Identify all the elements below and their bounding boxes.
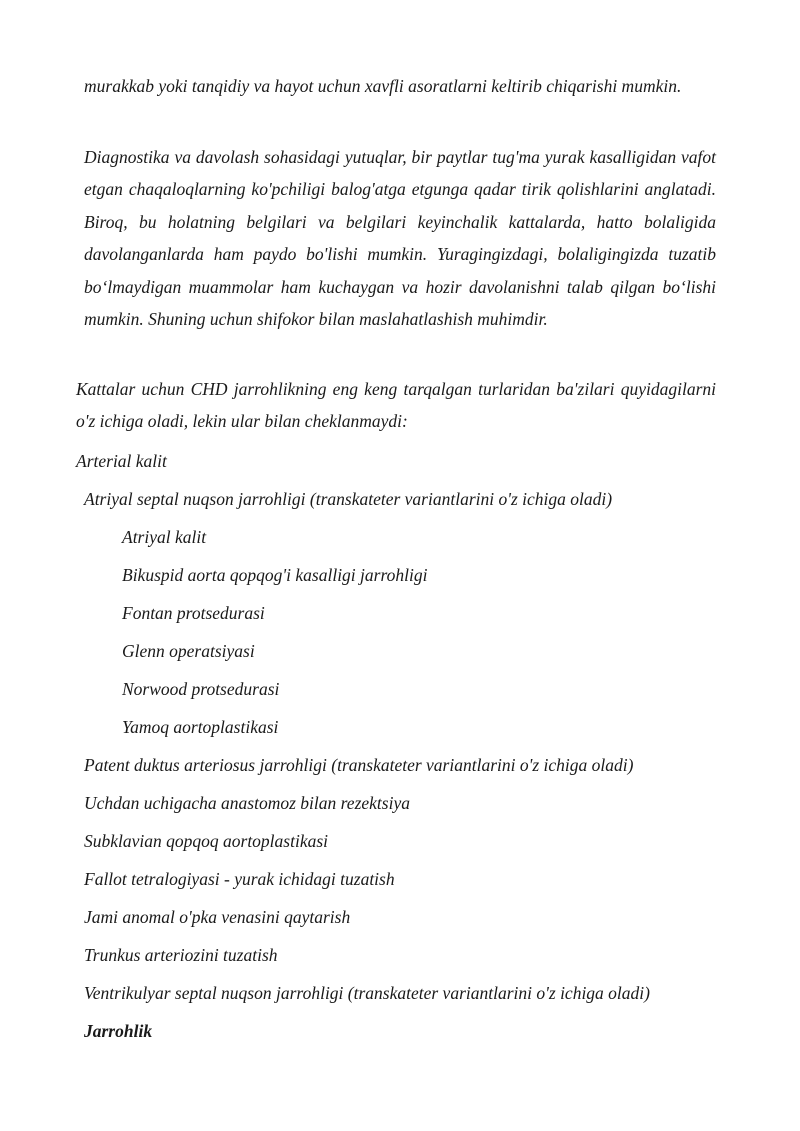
paragraph-complications: murakkab yoki tanqidiy va hayot uchun xavfli asoratlarni keltirib chiqarishi mumkin.	[84, 76, 682, 96]
list-item: Atriyal kalit	[122, 527, 207, 547]
list-item: Fallot tetralogiyasi - yurak ichidagi tuzatish	[84, 869, 395, 889]
list-item: Ventrikulyar septal nuqson jarrohligi (transkateter variantlarini o'z ichiga oladi)	[84, 983, 650, 1003]
section-heading: Jarrohlik	[84, 1021, 153, 1041]
list-item: Fontan protsedurasi	[122, 603, 265, 623]
paragraph-diagnostics: Diagnostika va davolash sohasidagi yutuqlar, bir paytlar tug'ma yurak kasalligidan vafot etgan chaqaloqlarning ko'pchiligi balog'atga etgunga qadar tirik qolishlarini anglatadi. Biroq, bu holatning belgilari va belgilari keyinchalik kattalarda, hatto bolaligida davolanganlarda ham paydo bo'lishi mumkin. Yuragingizdagi, bolaligingizda tuzatib bo‘lmaydigan muammolar ham kuchaygan va hozir davolanishni talab qilgan bo‘lishi mumkin. Shuning uchun shifokor bilan maslahatlashish muhimdir.	[84, 147, 716, 330]
paragraph-surgery-intro: Kattalar uchun CHD jarrohlikning eng keng tarqalgan turlaridan ba'zilari quyidagilarni o'z ichiga oladi, lekin ular bilan cheklanmaydi:	[76, 379, 716, 432]
list-item: Glenn operatsiyasi	[122, 641, 255, 661]
list-item: Bikuspid aorta qopqog'i kasalligi jarrohligi	[122, 565, 428, 585]
list-item: Uchdan uchigacha anastomoz bilan rezektsiya	[84, 793, 410, 813]
list-item: Atriyal septal nuqson jarrohligi (transkateter variantlarini o'z ichiga oladi)	[84, 489, 613, 509]
list-item: Patent duktus arteriosus jarrohligi (transkateter variantlarini o'z ichiga oladi)	[84, 755, 634, 775]
list-title: Arterial kalit	[76, 451, 167, 471]
list-item: Subklavian qopqoq aortoplastikasi	[84, 831, 329, 851]
list-item: Jami anomal o'pka venasini qaytarish	[84, 907, 351, 927]
list-item: Norwood protsedurasi	[122, 679, 280, 699]
list-item: Trunkus arteriozini tuzatish	[84, 945, 278, 965]
list-item: Yamoq aortoplastikasi	[122, 717, 279, 737]
